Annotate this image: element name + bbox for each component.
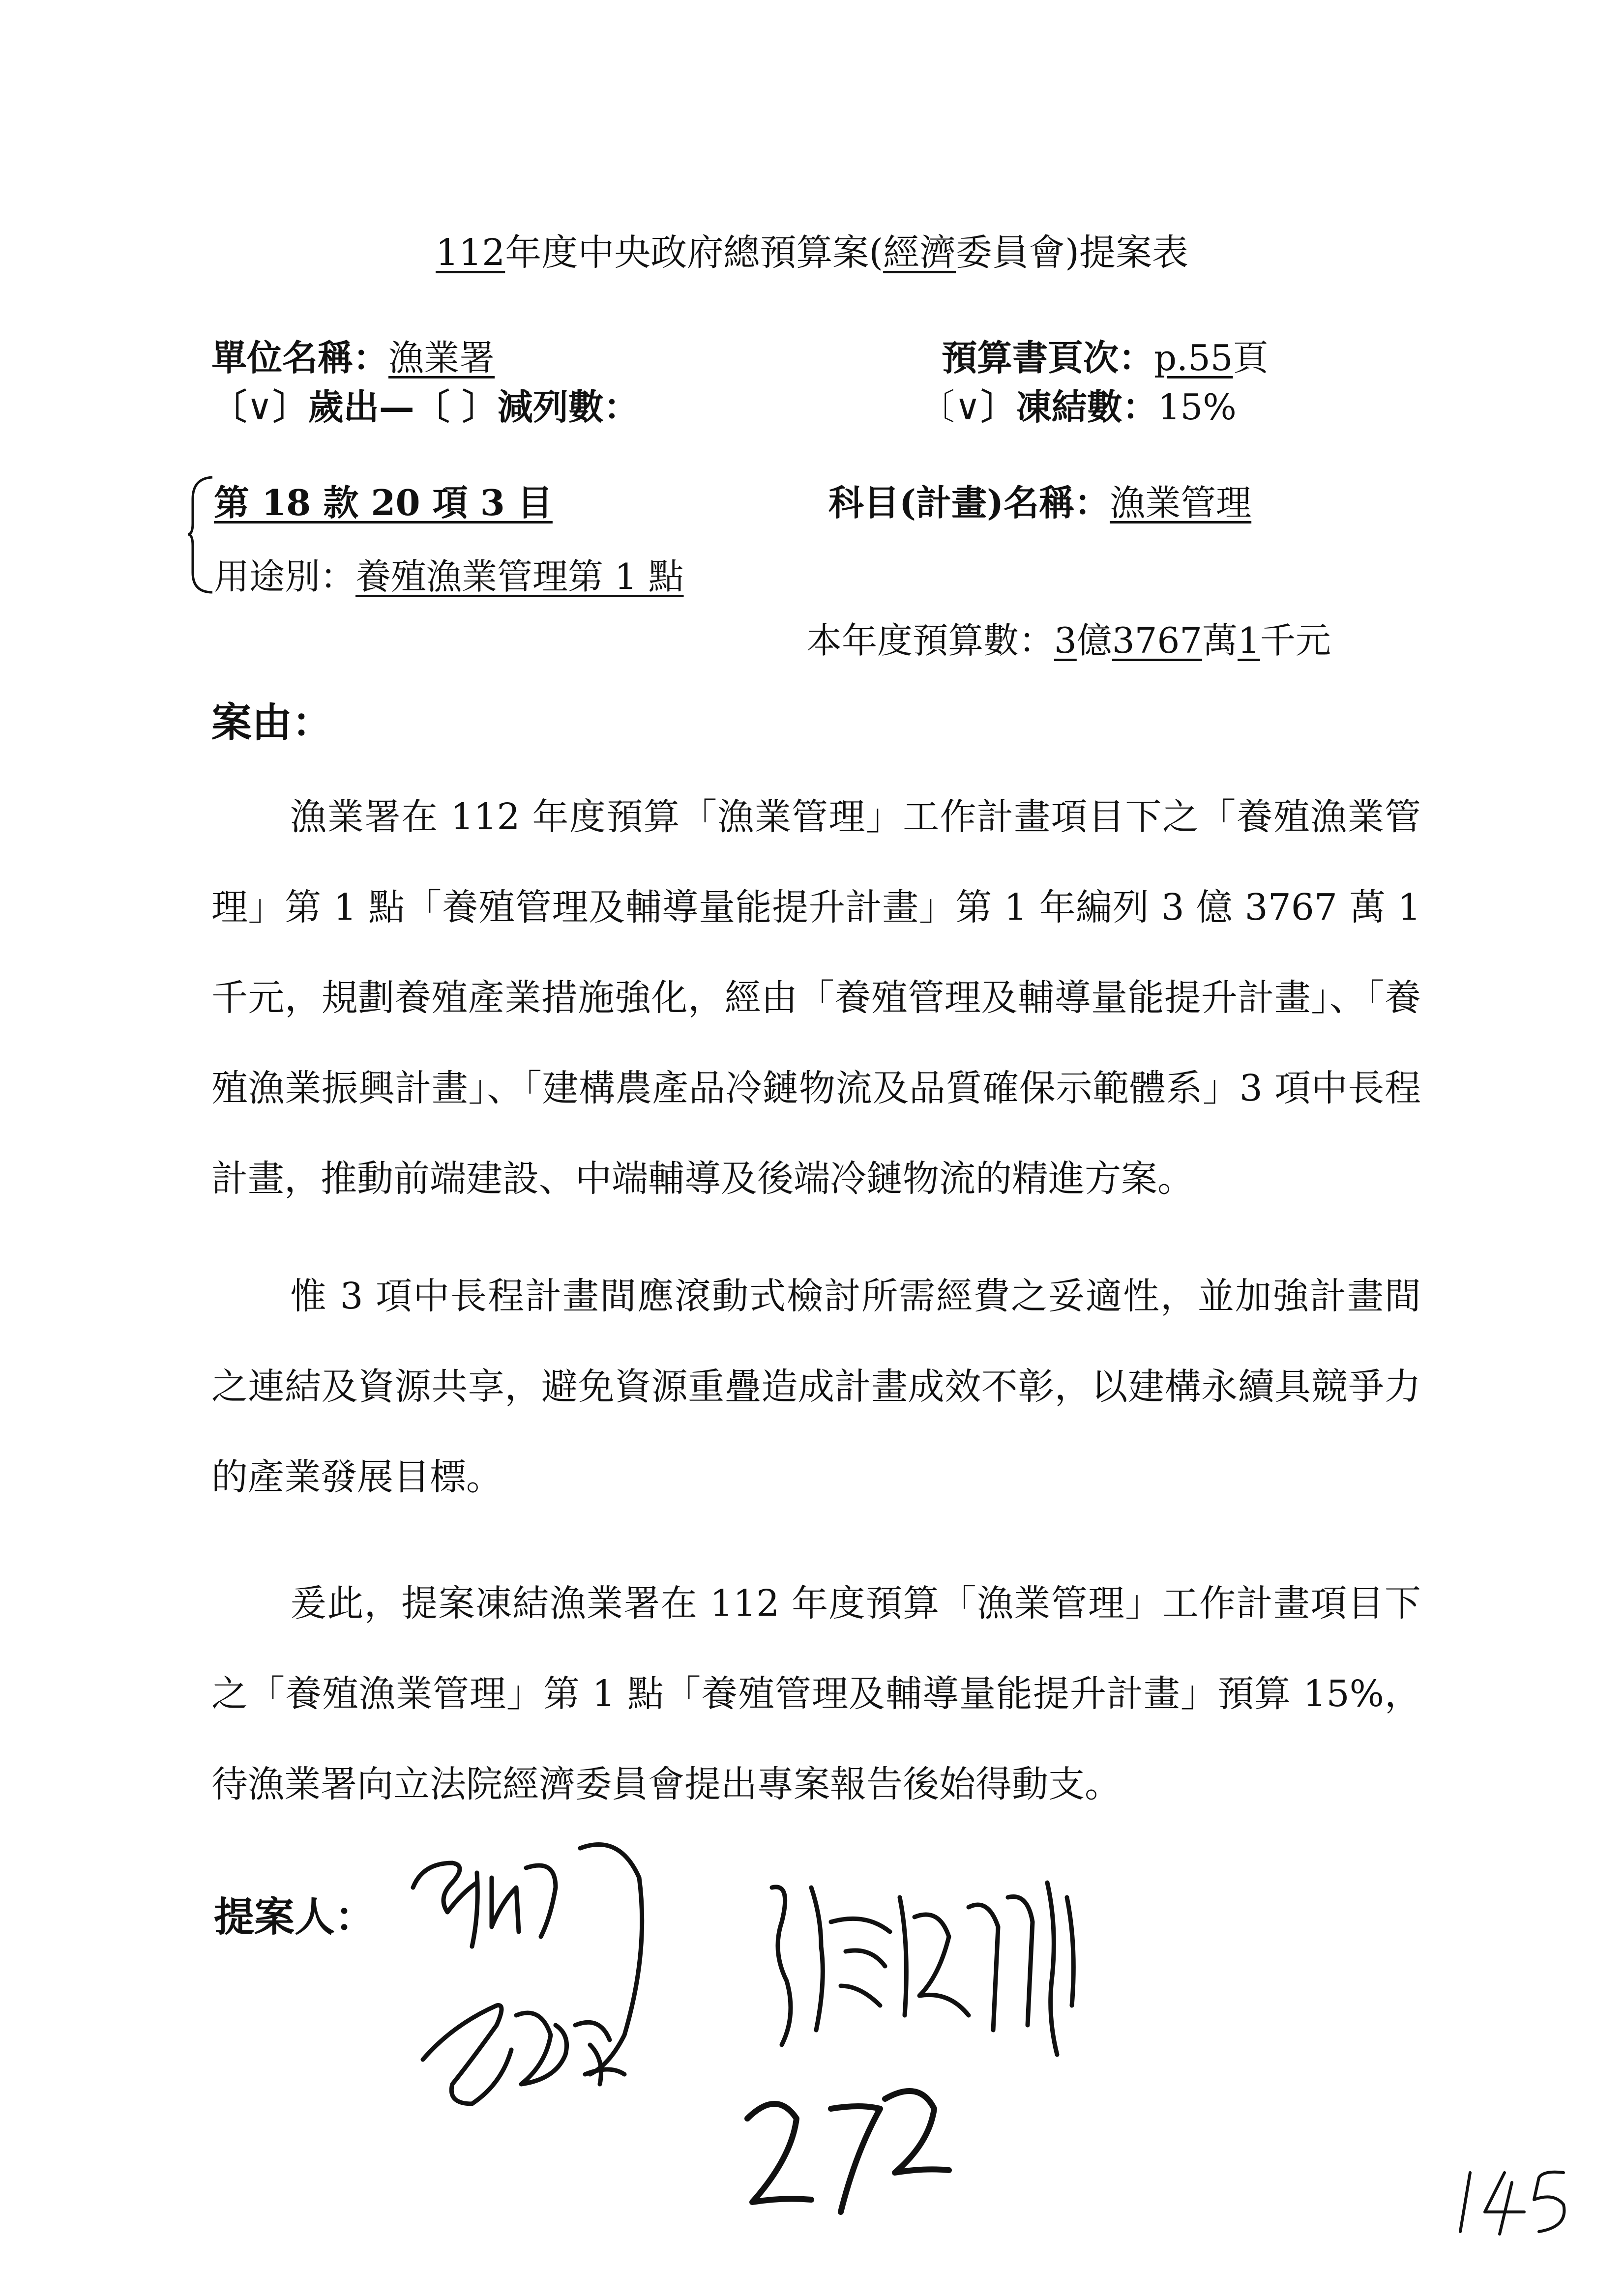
subject-label: 科目(計畫)名稱：	[828, 482, 1110, 523]
freeze-check-mark: ∨	[955, 386, 981, 428]
usage-label: 用途別：	[214, 556, 356, 597]
usage-value: 養殖漁業管理第 1 點	[355, 556, 684, 597]
paragraph-1: 漁業署在 112 年度預算「漁業管理」工作計畫項目下之「養殖漁業管理」第 1 點「養殖管理及輔導量能提升計畫」第 1 年編列 3 億 3767 萬 1 千元，規劃養殖產業措施強化，經由「養殖管理及輔導量能提升計畫」、「養殖漁業振興計畫」、「建構農產品冷鏈物流及品質確保示範體系」3 項中長程計畫，推動前端建設、中端輔導及後端冷鏈物流的精進方案。	[211, 796, 1421, 1200]
freeze-label: 〕凍結數：	[980, 386, 1158, 428]
freeze-value: 15%	[1157, 386, 1237, 428]
paragraph-3: 爰此，提案凍結漁業署在 112 年度預算「漁業管理」工作計畫項目下之「養殖漁業管理」第 1 點「養殖管理及輔導量能提升計畫」預算 15%，待漁業署向立法院經濟委員會提出專案報告後始得動支。	[211, 1582, 1421, 1805]
page-suffix: 頁	[1233, 337, 1269, 378]
expense-check-mark: ∨	[247, 386, 273, 428]
account-code: 第 18 款 20 項 3 目	[214, 482, 553, 523]
budget-wan: 3767	[1112, 620, 1203, 661]
page-title	[0, 224, 1624, 276]
title-part1: 年度中央政府總預算案(	[505, 232, 884, 274]
title-committee: 經濟	[883, 232, 956, 274]
paragraph-2: 惟 3 項中長程計畫間應滾動式檢討所需經費之妥適性，並加強計畫間之連結及資源共享，避免資源重疊造成計畫成效不彰，以建構永續具競爭力的產業發展目標。	[211, 1275, 1421, 1498]
bracket-open: 〔	[211, 386, 247, 428]
budget-qian: 1	[1238, 620, 1260, 661]
signature-2	[752, 1868, 1096, 2079]
usage-type	[214, 548, 684, 599]
subject-name	[828, 474, 1251, 525]
budget-book-page	[942, 329, 1269, 380]
account-bracket	[187, 474, 214, 595]
unit-label: 單位名稱：	[211, 337, 389, 378]
unit-name	[211, 329, 495, 380]
title-year: 112	[436, 232, 505, 274]
annual-budget	[806, 612, 1331, 663]
margin-page-number	[1450, 2163, 1578, 2241]
freeze-bracket-open: 〔	[919, 386, 955, 428]
expense-reduction-line	[211, 378, 639, 430]
budget-qian-unit: 千元	[1260, 620, 1331, 661]
handwritten-page-number	[738, 2079, 959, 2227]
unit-value: 漁業署	[388, 337, 495, 378]
budget-wan-unit: 萬	[1202, 620, 1238, 661]
expense-text: 〕歲出—〔 〕減列數：	[272, 386, 639, 428]
subject-value: 漁業管理	[1110, 482, 1252, 523]
page-label: 預算書頁次：	[942, 337, 1154, 378]
budget-label: 本年度預算數：	[806, 620, 1055, 661]
budget-yi-unit: 億	[1076, 620, 1112, 661]
proposer-label: 提案人：	[214, 1893, 376, 1941]
signature-1	[393, 1829, 708, 2133]
budget-yi: 3	[1054, 620, 1077, 661]
title-part2: 委員會)提案表	[956, 232, 1188, 274]
page-value: p.55	[1154, 337, 1233, 378]
freeze-amount	[919, 378, 1237, 430]
case-heading: 案由：	[211, 699, 333, 746]
